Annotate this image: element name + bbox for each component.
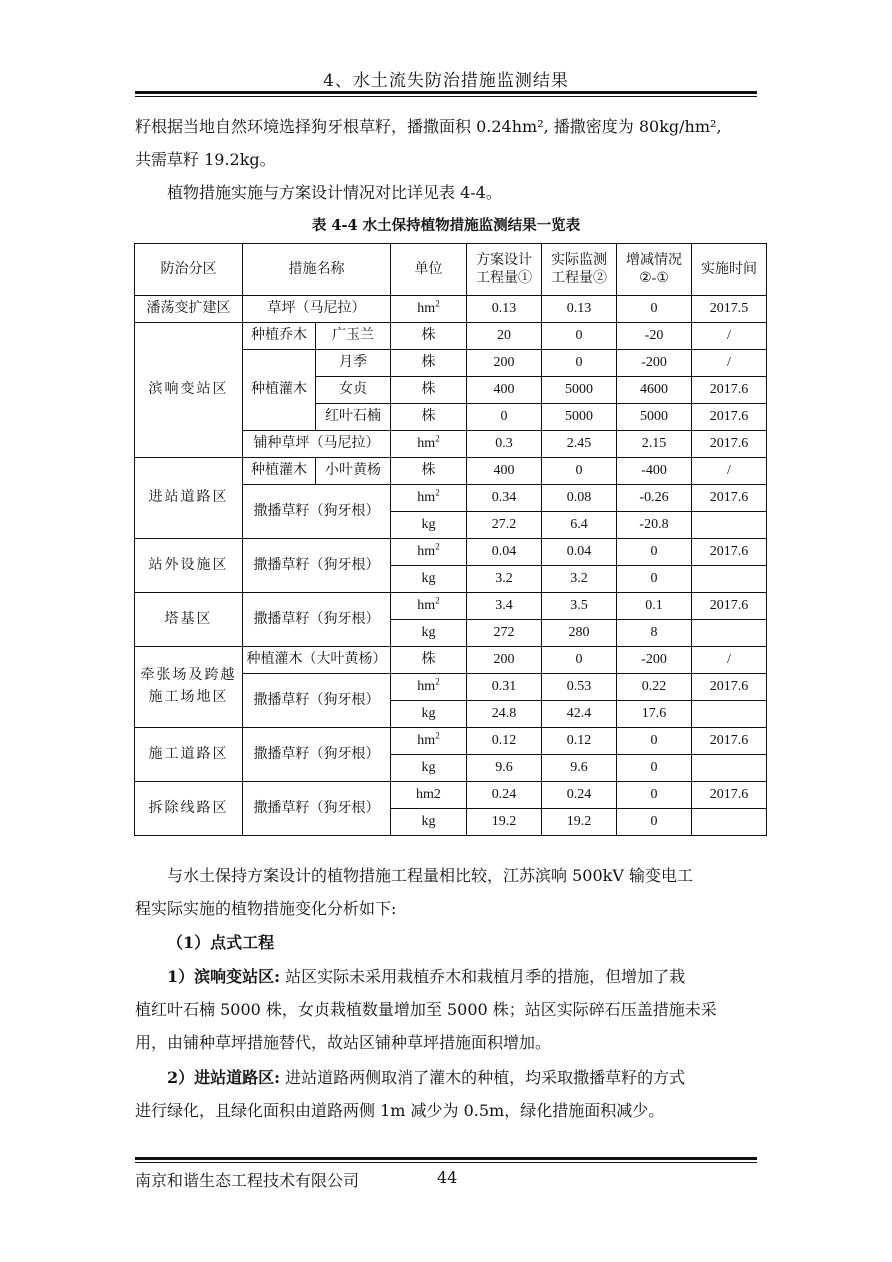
table-row [135,782,767,809]
time-cell: 2017.6 [692,539,767,566]
time-cell: 2017.5 [692,296,767,323]
value-cell: 0.13 [542,296,617,323]
footer-rule-thick [135,1157,757,1160]
unit-cell: kg [391,620,467,647]
unit-cell: 株 [391,404,467,431]
unit-base: hm [417,436,436,451]
time-cell: / [692,323,767,350]
value-cell: -400 [617,458,692,485]
header-diff-line1: 增减情况 [626,252,682,268]
table-row [135,728,767,755]
intro-line-2: 共需草籽 19.2kg。 [135,150,276,169]
value-cell: 0 [467,404,542,431]
header-diff [617,244,692,296]
item2-line-2: 进行绿化，且绿化面积由道路两侧 1m 减少为 0.5m，绿化措施面积减少。 [135,1101,665,1120]
table-row [135,647,767,674]
value-cell: 3.4 [467,593,542,620]
zone-cell: 塔基区 [135,593,243,647]
value-cell: 200 [467,647,542,674]
analysis-intro-line-2: 程实际实施的植物措施变化分析如下: [135,899,397,918]
unit-base: hm [417,733,436,748]
unit-sup: 2 [435,433,440,444]
value-cell: 0.08 [542,485,617,512]
value-cell: 0 [617,728,692,755]
value-cell: 5000 [617,404,692,431]
header-design [467,244,542,296]
value-cell: 0 [617,809,692,836]
unit-base: hm [417,490,436,505]
zone-cell: 牵张场及跨越施工场地区 [135,647,243,728]
value-cell: 0 [542,323,617,350]
intro-line-1: 籽根据当地自然环境选择狗牙根草籽，播撒面积 0.24hm², 播撒密度为 80kg/hm², [135,117,722,136]
value-cell: 24.8 [467,701,542,728]
header-actual-line1: 实际监测 [551,252,607,268]
measure-cell: 撒播草籽（狗牙根） [243,539,391,593]
header-diff-line2: ②-① [639,270,669,286]
time-cell: 2017.6 [692,674,767,701]
value-cell: 280 [542,620,617,647]
section-heading-point-project: （1）点式工程 [167,933,275,952]
value-cell: 0.12 [467,728,542,755]
species-cell: 红叶石楠 [316,404,391,431]
value-cell: 0 [542,458,617,485]
time-cell [692,512,767,539]
time-cell [692,566,767,593]
zone-cell: 拆除线路区 [135,782,243,836]
unit-sup: 2 [435,541,440,552]
value-cell: 0.3 [467,431,542,458]
unit-cell [391,539,467,566]
page-number: 44 [437,1168,458,1187]
footer-rule-thin [135,1162,757,1163]
value-cell: 0.34 [467,485,542,512]
value-cell: 0.12 [542,728,617,755]
item2-label: 2）进站道路区: [167,1068,281,1087]
unit-base: hm [417,301,436,316]
measure-cell: 撒播草籽（狗牙根） [243,728,391,782]
time-cell: 2017.6 [692,431,767,458]
time-cell: 2017.6 [692,377,767,404]
value-cell: 0 [617,566,692,593]
measure-cell: 撒播草籽（狗牙根） [243,782,391,836]
time-cell [692,755,767,782]
header-design-line1: 方案设计 [476,252,532,268]
value-cell: 9.6 [542,755,617,782]
value-cell: 5000 [542,377,617,404]
value-cell: 0 [542,350,617,377]
unit-cell: 株 [391,377,467,404]
value-cell: 6.4 [542,512,617,539]
time-cell: / [692,458,767,485]
unit-sup: 2 [435,298,440,309]
header-actual [542,244,617,296]
unit-cell: kg [391,512,467,539]
item2-line-1 [135,1061,757,1094]
table-row [135,593,767,620]
header-rule-thin [135,96,757,97]
time-cell: / [692,350,767,377]
unit-cell: 株 [391,323,467,350]
unit-cell: kg [391,809,467,836]
unit-base: hm [417,544,436,559]
plant-measures-table [134,243,767,836]
value-cell: 0 [617,782,692,809]
value-cell: 3.5 [542,593,617,620]
time-cell [692,701,767,728]
measure-cell: 种植灌木 [243,350,316,431]
value-cell: -200 [617,350,692,377]
unit-cell: 株 [391,647,467,674]
value-cell: 27.2 [467,512,542,539]
value-cell: -200 [617,647,692,674]
value-cell: 42.4 [542,701,617,728]
measure-cell: 撒播草籽（狗牙根） [243,674,391,728]
value-cell: 0 [542,647,617,674]
value-cell: 0.22 [617,674,692,701]
value-cell: 5000 [542,404,617,431]
time-cell [692,620,767,647]
value-cell: 19.2 [467,809,542,836]
unit-base: hm [417,598,436,613]
unit-sup: 2 [435,487,440,498]
time-cell: 2017.6 [692,404,767,431]
page-header-title: 4、水土流失防治措施监测结果 [323,71,569,91]
value-cell: 0.1 [617,593,692,620]
value-cell: 400 [467,458,542,485]
unit-cell: hm2 [391,782,467,809]
table-row [135,296,767,323]
value-cell: 9.6 [467,755,542,782]
value-cell: 400 [467,377,542,404]
value-cell: 2.45 [542,431,617,458]
unit-base: hm [417,679,436,694]
table-row [135,323,767,350]
value-cell: 17.6 [617,701,692,728]
unit-cell: kg [391,701,467,728]
unit-cell: 株 [391,458,467,485]
unit-sup: 2 [435,595,440,606]
time-cell: 2017.6 [692,593,767,620]
value-cell: 0.04 [542,539,617,566]
value-cell: -0.26 [617,485,692,512]
analysis-intro-line-1: 与水土保持方案设计的植物措施工程量相比较，江苏滨响 500kV 输变电工 [167,866,693,885]
header-measure: 措施名称 [243,244,391,296]
zone-cell: 进站道路区 [135,458,243,539]
measure-cell: 种植灌木 [243,458,316,485]
zone-cell: 滨响变站区 [135,323,243,458]
species-cell: 小叶黄杨 [316,458,391,485]
measure-cell: 撒播草籽（狗牙根） [243,593,391,647]
species-cell: 广玉兰 [316,323,391,350]
time-cell: 2017.6 [692,728,767,755]
unit-cell [391,431,467,458]
unit-cell [391,593,467,620]
zone-cell: 站外设施区 [135,539,243,593]
item2-text: 进站道路两侧取消了灌木的种植，均采取撒播草籽的方式 [280,1068,686,1087]
table-caption: 表 4-4 水土保持植物措施监测结果一览表 [311,217,581,234]
value-cell: 4600 [617,377,692,404]
unit-cell: 株 [391,350,467,377]
unit-sup: 2 [435,676,440,687]
table-row [135,458,767,485]
item1-line-2: 植红叶石楠 5000 株，女贞栽植数量增加至 5000 株；站区实际碎石压盖措施未采 [135,1000,717,1019]
time-cell [692,809,767,836]
unit-cell: kg [391,566,467,593]
measure-cell: 种植乔木 [243,323,316,350]
unit-cell [391,485,467,512]
measure-cell: 种植灌木（大叶黄杨） [243,647,391,674]
unit-sup: 2 [435,730,440,741]
time-cell: 2017.6 [692,782,767,809]
measure-cell: 撒播草籽（狗牙根） [243,485,391,539]
header-time: 实施时间 [692,244,767,296]
value-cell: -20.8 [617,512,692,539]
value-cell: 200 [467,350,542,377]
intro-line-3: 植物措施实施与方案设计情况对比详见表 4-4。 [167,183,502,202]
header-actual-line2: 工程量② [551,270,607,286]
value-cell: 0.24 [542,782,617,809]
zone-cell: 潘荡变扩建区 [135,296,243,323]
footer-company: 南京和谐生态工程技术有限公司 [135,1171,360,1190]
value-cell: -20 [617,323,692,350]
item1-label: 1）滨响变站区: [167,967,281,986]
time-cell: / [692,647,767,674]
value-cell: 20 [467,323,542,350]
value-cell: 0 [617,296,692,323]
item1-text: 站区实际未采用栽植乔木和栽植月季的措施，但增加了栽 [280,967,686,986]
value-cell: 0.53 [542,674,617,701]
unit-cell [391,674,467,701]
value-cell: 2.15 [617,431,692,458]
header-rule-thick [135,91,757,94]
value-cell: 0.04 [467,539,542,566]
table-row [135,539,767,566]
header-unit: 单位 [391,244,467,296]
measure-cell: 铺种草坪（马尼拉） [243,431,391,458]
value-cell: 8 [617,620,692,647]
zone-cell: 施工道路区 [135,728,243,782]
value-cell: 3.2 [467,566,542,593]
value-cell: 0.24 [467,782,542,809]
measure-cell: 草坪（马尼拉） [243,296,391,323]
unit-cell [391,296,467,323]
header-design-line2: 工程量① [476,270,532,286]
value-cell: 0 [617,539,692,566]
item1-line-3: 用，由铺种草坪措施替代，故站区铺种草坪措施面积增加。 [135,1033,552,1052]
species-cell: 女贞 [316,377,391,404]
value-cell: 0.13 [467,296,542,323]
time-cell: 2017.6 [692,485,767,512]
header-zone: 防治分区 [135,244,243,296]
value-cell: 19.2 [542,809,617,836]
value-cell: 272 [467,620,542,647]
unit-cell [391,728,467,755]
unit-cell: kg [391,755,467,782]
table-header-row [135,244,767,296]
item1-line-1 [135,960,757,993]
value-cell: 0 [617,755,692,782]
species-cell: 月季 [316,350,391,377]
value-cell: 3.2 [542,566,617,593]
value-cell: 0.31 [467,674,542,701]
